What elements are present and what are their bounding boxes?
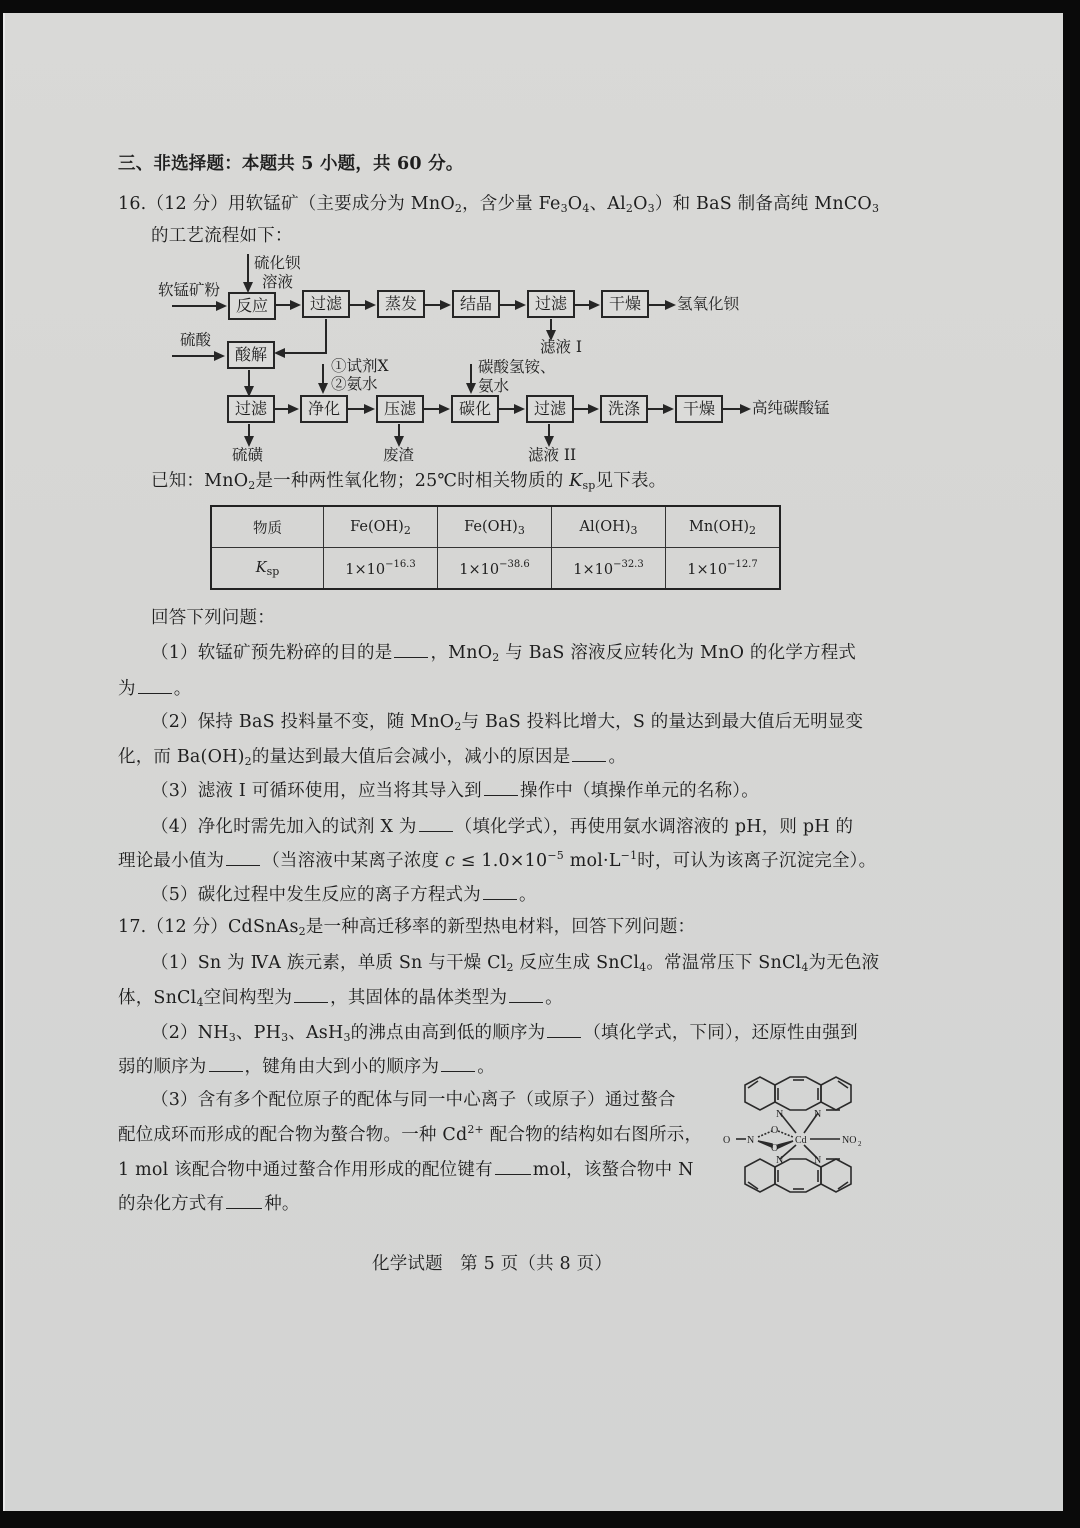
- flow-filtrate-1: 滤液 I: [540, 338, 583, 356]
- q16-sub2-line1: （2）保持 BaS 投料量不变，随 MnO$_2$与 BaS 投料比增大，S 的量达到最大值后无明显变: [151, 712, 864, 733]
- q-text: ，其固体的晶体类型为: [330, 988, 508, 1008]
- answer-blank[interactable]: [138, 677, 172, 694]
- table-header-row: [211, 506, 780, 548]
- q-text: ，MnO: [430, 643, 493, 663]
- q-text: （4）净化时需先加入的试剂 X 为: [151, 817, 417, 837]
- q-text: mol·L: [563, 851, 621, 871]
- ksp-exp: −32.3: [613, 558, 644, 570]
- table-cell: [552, 548, 666, 590]
- ksp-table: [210, 505, 781, 590]
- table-header-cell: 物质: [211, 506, 324, 548]
- table-header-cell: [666, 506, 781, 548]
- q17-sub3-line2: [118, 1124, 702, 1146]
- q-text: 配合物的结构如右图所示，: [483, 1125, 703, 1145]
- answer-blank[interactable]: [484, 779, 518, 796]
- q-text: （2）NH: [151, 1023, 229, 1043]
- q-text: ≤ 1.0×10: [460, 851, 548, 871]
- answer-blank[interactable]: [441, 1055, 475, 1072]
- q-text: （5）碳化过程中发生反应的离子方程式为: [151, 885, 481, 905]
- q17-sub3-line4: [118, 1192, 300, 1215]
- answer-prompt: 回答下列问题：: [151, 608, 275, 628]
- q-text: 反应生成 SnCl: [519, 953, 640, 973]
- q16-intro-line1: 16.（12 分）用软锰矿（主要成分为 MnO$_2$，含少量 $Fe_3O_4$、$Al_2O_3$）和 BaS 制备高纯 MnCO$_3$: [118, 194, 880, 215]
- ksp-coef: 1×10: [687, 561, 728, 578]
- q-text: （填化学式，下同），还原性由强到: [583, 1023, 858, 1043]
- flow-box-purify: 净化: [300, 395, 348, 423]
- table-row: [211, 548, 780, 590]
- q-text: 、AsH: [288, 1023, 344, 1043]
- flow-input-bicarbonate: 碳酸氢铵、: [478, 358, 556, 376]
- compound-sub: 2: [749, 524, 757, 537]
- compound-sub: 2: [403, 524, 411, 537]
- q17-sub3-line3: [118, 1158, 694, 1181]
- q-text: 。: [173, 679, 192, 699]
- q-text: 种。: [264, 1194, 300, 1214]
- q-text: 1 mol 该配合物中通过螯合作用形成的配位键有: [118, 1160, 493, 1180]
- svg-text:N: N: [776, 1109, 784, 1120]
- q-text: （3）滤液 I 可循环使用，应当将其导入到: [151, 781, 482, 801]
- answer-blank[interactable]: [294, 986, 328, 1003]
- q-text: ，键角由大到小的顺序为: [244, 1057, 440, 1077]
- svg-text:O: O: [771, 1125, 779, 1136]
- q-text: 与 BaS 投料比增大，S 的量达到最大值后无明显变: [461, 712, 864, 732]
- q-text: 的沸点由高到低的顺序为: [350, 1023, 546, 1043]
- ksp-label: K: [255, 560, 267, 576]
- cd-complex-structure-icon: [718, 1055, 888, 1220]
- known-text: 已知：MnO: [151, 471, 249, 491]
- compound-sub: 3: [630, 524, 638, 537]
- flow-byproduct-filtrate-2: 滤液 II: [528, 446, 577, 464]
- svg-text:N: N: [747, 1135, 755, 1146]
- q-sup: −5: [547, 849, 564, 862]
- compound-name: Fe(OH): [350, 519, 404, 535]
- flow-box-filter-1: 过滤: [302, 290, 350, 318]
- q-text: 。: [518, 885, 537, 905]
- compound-name: Al(OH): [579, 519, 631, 535]
- q-text: CdSnAs: [227, 917, 299, 937]
- flow-input-ammonia: ②氨水: [331, 375, 378, 393]
- flow-input-bas-1: 硫化钡: [254, 254, 301, 272]
- q-text: （填化学式），再使用氨水调溶液的 pH，则 pH 的: [454, 817, 854, 837]
- q16-intro-text: ）和 BaS 制备高纯 MnCO: [654, 194, 872, 214]
- q16-intro-text: 、Al: [589, 194, 626, 214]
- q-text: （1）软锰矿预先粉碎的目的是: [151, 643, 393, 663]
- table-header-cell: [324, 506, 438, 548]
- svg-text:N: N: [814, 1109, 822, 1120]
- q-text: c: [444, 851, 455, 871]
- q-text: 。常温常压下 SnCl: [646, 953, 802, 973]
- ksp-coef: 1×10: [573, 561, 614, 578]
- ksp-exp: −38.6: [499, 558, 530, 570]
- footer-subject: 化学试题: [372, 1254, 443, 1274]
- footer-page-number: 第 5 页（共 8 页）: [460, 1254, 613, 1274]
- q16-intro-text: 用软锰矿（主要成分为 MnO: [227, 194, 455, 214]
- ksp-exp: −16.3: [385, 558, 416, 570]
- flow-box-acid-leach: 酸解: [227, 341, 275, 369]
- q-text: 操作中（填操作单元的名称）。: [519, 781, 759, 801]
- q16-intro-text: O: [633, 194, 648, 214]
- flow-box-evaporate: 蒸发: [377, 290, 425, 318]
- q-text: mol，该螯合物中 N: [532, 1160, 694, 1180]
- q-text: 的杂化方式有: [118, 1194, 225, 1214]
- q-text: 。: [608, 747, 627, 767]
- q-text: 为无色液: [808, 953, 880, 973]
- q-text: 体，SnCl: [118, 988, 197, 1008]
- flow-input-reagent-x: ①试剂X: [331, 357, 389, 375]
- flow-box-reaction: 反应: [228, 292, 276, 320]
- q-text: 理论最小值为: [118, 851, 225, 871]
- ksp-exp: −12.7: [727, 558, 758, 570]
- answer-blank[interactable]: [226, 849, 260, 866]
- q16-intro-text: ，含少量 Fe: [462, 194, 561, 214]
- svg-text:Cd: Cd: [795, 1135, 807, 1146]
- q17-sub1-line2: 体，SnCl$_4$空间构型为 ，其固体的晶体类型为 。: [118, 988, 563, 1009]
- q-sup: −1: [620, 849, 638, 862]
- q17-sub3-line1: （3）含有多个配位原子的配体与同一中心离子（或原子）通过螯合: [151, 1090, 676, 1110]
- q17-sub2-line1: $(2)NH_3$、$PH_3$、AsH$_3$的沸点由高到低的顺序为 （填化学式，下同），还原性由强到: [151, 1023, 858, 1044]
- answer-blank[interactable]: [572, 745, 606, 762]
- q-text: 、PH: [235, 1023, 282, 1043]
- flow-box-crystallize: 结晶: [452, 290, 500, 318]
- q16-intro-line2: 的工艺流程如下：: [151, 226, 293, 246]
- q-text: 。: [477, 1057, 495, 1077]
- answer-blank[interactable]: [209, 1055, 243, 1072]
- q16-sub3: [151, 779, 759, 802]
- table-header-cell: [552, 506, 666, 548]
- table-cell: [324, 548, 438, 590]
- q17-number: 17.: [118, 917, 147, 937]
- flow-input-acid: 硫酸: [180, 331, 212, 349]
- flow-output-mnco3: 高纯碳酸锰: [752, 399, 830, 417]
- flow-box-filter-3: 过滤: [227, 395, 275, 423]
- q16-points: （12 分）: [146, 194, 228, 214]
- q16-intro-text: O: [567, 194, 583, 214]
- q16-sub5: [151, 883, 537, 906]
- q16-sub2-line2: 化，而 $Ba(OH)_2$的量达到最大值后会减小，减小的原因是 。: [118, 747, 627, 768]
- q-sup: 2+: [467, 1123, 484, 1136]
- q17-sub2-line2: [118, 1055, 495, 1078]
- svg-text:O: O: [723, 1135, 731, 1146]
- flow-input-ore: 软锰矿粉: [158, 281, 221, 299]
- q17-intro: 17.（12 分）CdSnAs$_2$是一种高迁移率的新型热电材料，回答下列问题：: [118, 917, 696, 938]
- table-header-cell: [438, 506, 552, 548]
- compound-sub: 3: [517, 524, 525, 537]
- q16-known-info: 已知：MnO$_2$是一种两性氧化物；25℃时相关物质的 $K_{sp}$见下表。: [151, 471, 667, 492]
- flow-box-dry-1: 干燥: [601, 290, 649, 318]
- known-text: 见下表。: [595, 471, 667, 491]
- table-cell: [666, 548, 781, 590]
- table-cell: [438, 548, 552, 590]
- ksp-coef: 1×10: [459, 561, 500, 578]
- q16-sub1-line1: （1）软锰矿预先粉碎的目的是 ，MnO$_2$ 与 BaS 溶液反应转化为 MnO 的化学方程式: [151, 643, 857, 664]
- q-text: 配位成环而形成的配合物为螯合物。一种 Cd: [118, 1125, 468, 1145]
- q-text: 时，可认为该离子沉淀完全）。: [637, 851, 877, 871]
- q-text: 为: [118, 679, 136, 699]
- flow-box-filter-4: 过滤: [526, 395, 574, 423]
- known-text: 是一种两性氧化物；25℃时相关物质的: [255, 471, 564, 491]
- q16-sub4-line2: [118, 849, 876, 872]
- svg-text:N: N: [814, 1155, 822, 1166]
- answer-blank[interactable]: [509, 986, 543, 1003]
- flow-byproduct-sulfur: 硫磺: [232, 446, 264, 464]
- flow-box-carbonation: 碳化: [451, 395, 499, 423]
- q-text: （2）保持 BaS 投料量不变，随 MnO: [151, 712, 455, 732]
- q-text: 弱的顺序为: [118, 1057, 207, 1077]
- answer-blank[interactable]: [483, 883, 517, 900]
- q-text: （当溶液中某离子浓度: [262, 851, 440, 871]
- page-footer: [372, 1253, 612, 1275]
- flow-byproduct-waste: 废渣: [383, 446, 415, 464]
- ksp-label-sub: sp: [266, 565, 280, 578]
- compound-name: Mn(OH): [688, 519, 750, 535]
- q16-sub1-line2: [118, 677, 191, 700]
- q-text: （1）Sn 为 ⅣA 族元素，单质 Sn 与干燥 Cl: [151, 953, 507, 973]
- answer-blank[interactable]: [547, 1021, 581, 1038]
- svg-text:2: 2: [858, 1140, 862, 1148]
- flow-input-bas-2: 溶液: [262, 273, 294, 291]
- compound-name: Fe(OH): [464, 519, 518, 535]
- flow-box-filter-2: 过滤: [527, 290, 575, 318]
- table-row-label: [211, 548, 324, 590]
- q-text: 是一种高迁移率的新型热电材料，回答下列问题：: [305, 917, 696, 937]
- answer-blank[interactable]: [495, 1158, 531, 1175]
- flow-box-press-filter: 压滤: [376, 395, 424, 423]
- q16-number: 16.: [118, 194, 147, 214]
- q-text: 。: [545, 988, 563, 1008]
- flow-box-wash: 洗涤: [600, 395, 648, 423]
- q-text: 化，而 Ba(OH): [118, 747, 245, 767]
- answer-blank[interactable]: [226, 1192, 262, 1209]
- answer-blank[interactable]: [419, 815, 453, 832]
- flow-box-dry-2: 干燥: [675, 395, 723, 423]
- section-header: 三、非选择题：本题共 5 小题，共 60 分。: [118, 154, 464, 174]
- svg-text:NO: NO: [842, 1135, 857, 1146]
- q-text: 的量达到最大值后会减小，减小的原因是: [251, 747, 571, 767]
- q17-points: （12 分）: [146, 917, 228, 937]
- q-text: 与 BaS 溶液反应转化为 MnO 的化学方程式: [505, 643, 857, 663]
- flow-input-ammonia-2: 氨水: [478, 377, 510, 395]
- q-text: 空间构型为: [203, 988, 293, 1008]
- ksp-coef: 1×10: [345, 561, 386, 578]
- answer-blank[interactable]: [394, 641, 428, 658]
- svg-text:N: N: [776, 1155, 784, 1166]
- svg-text:O: O: [771, 1143, 779, 1154]
- q16-sub4-line1: [151, 815, 853, 838]
- flow-output-barium-hydroxide: 氢氧化钡: [677, 295, 740, 313]
- q17-sub1-line1: （1）Sn 为 ⅣA 族元素，单质 Sn 与干燥 $Cl_2$ 反应生成 SnCl$_4$。常温常压下 SnCl$_4$为无色液: [151, 953, 880, 974]
